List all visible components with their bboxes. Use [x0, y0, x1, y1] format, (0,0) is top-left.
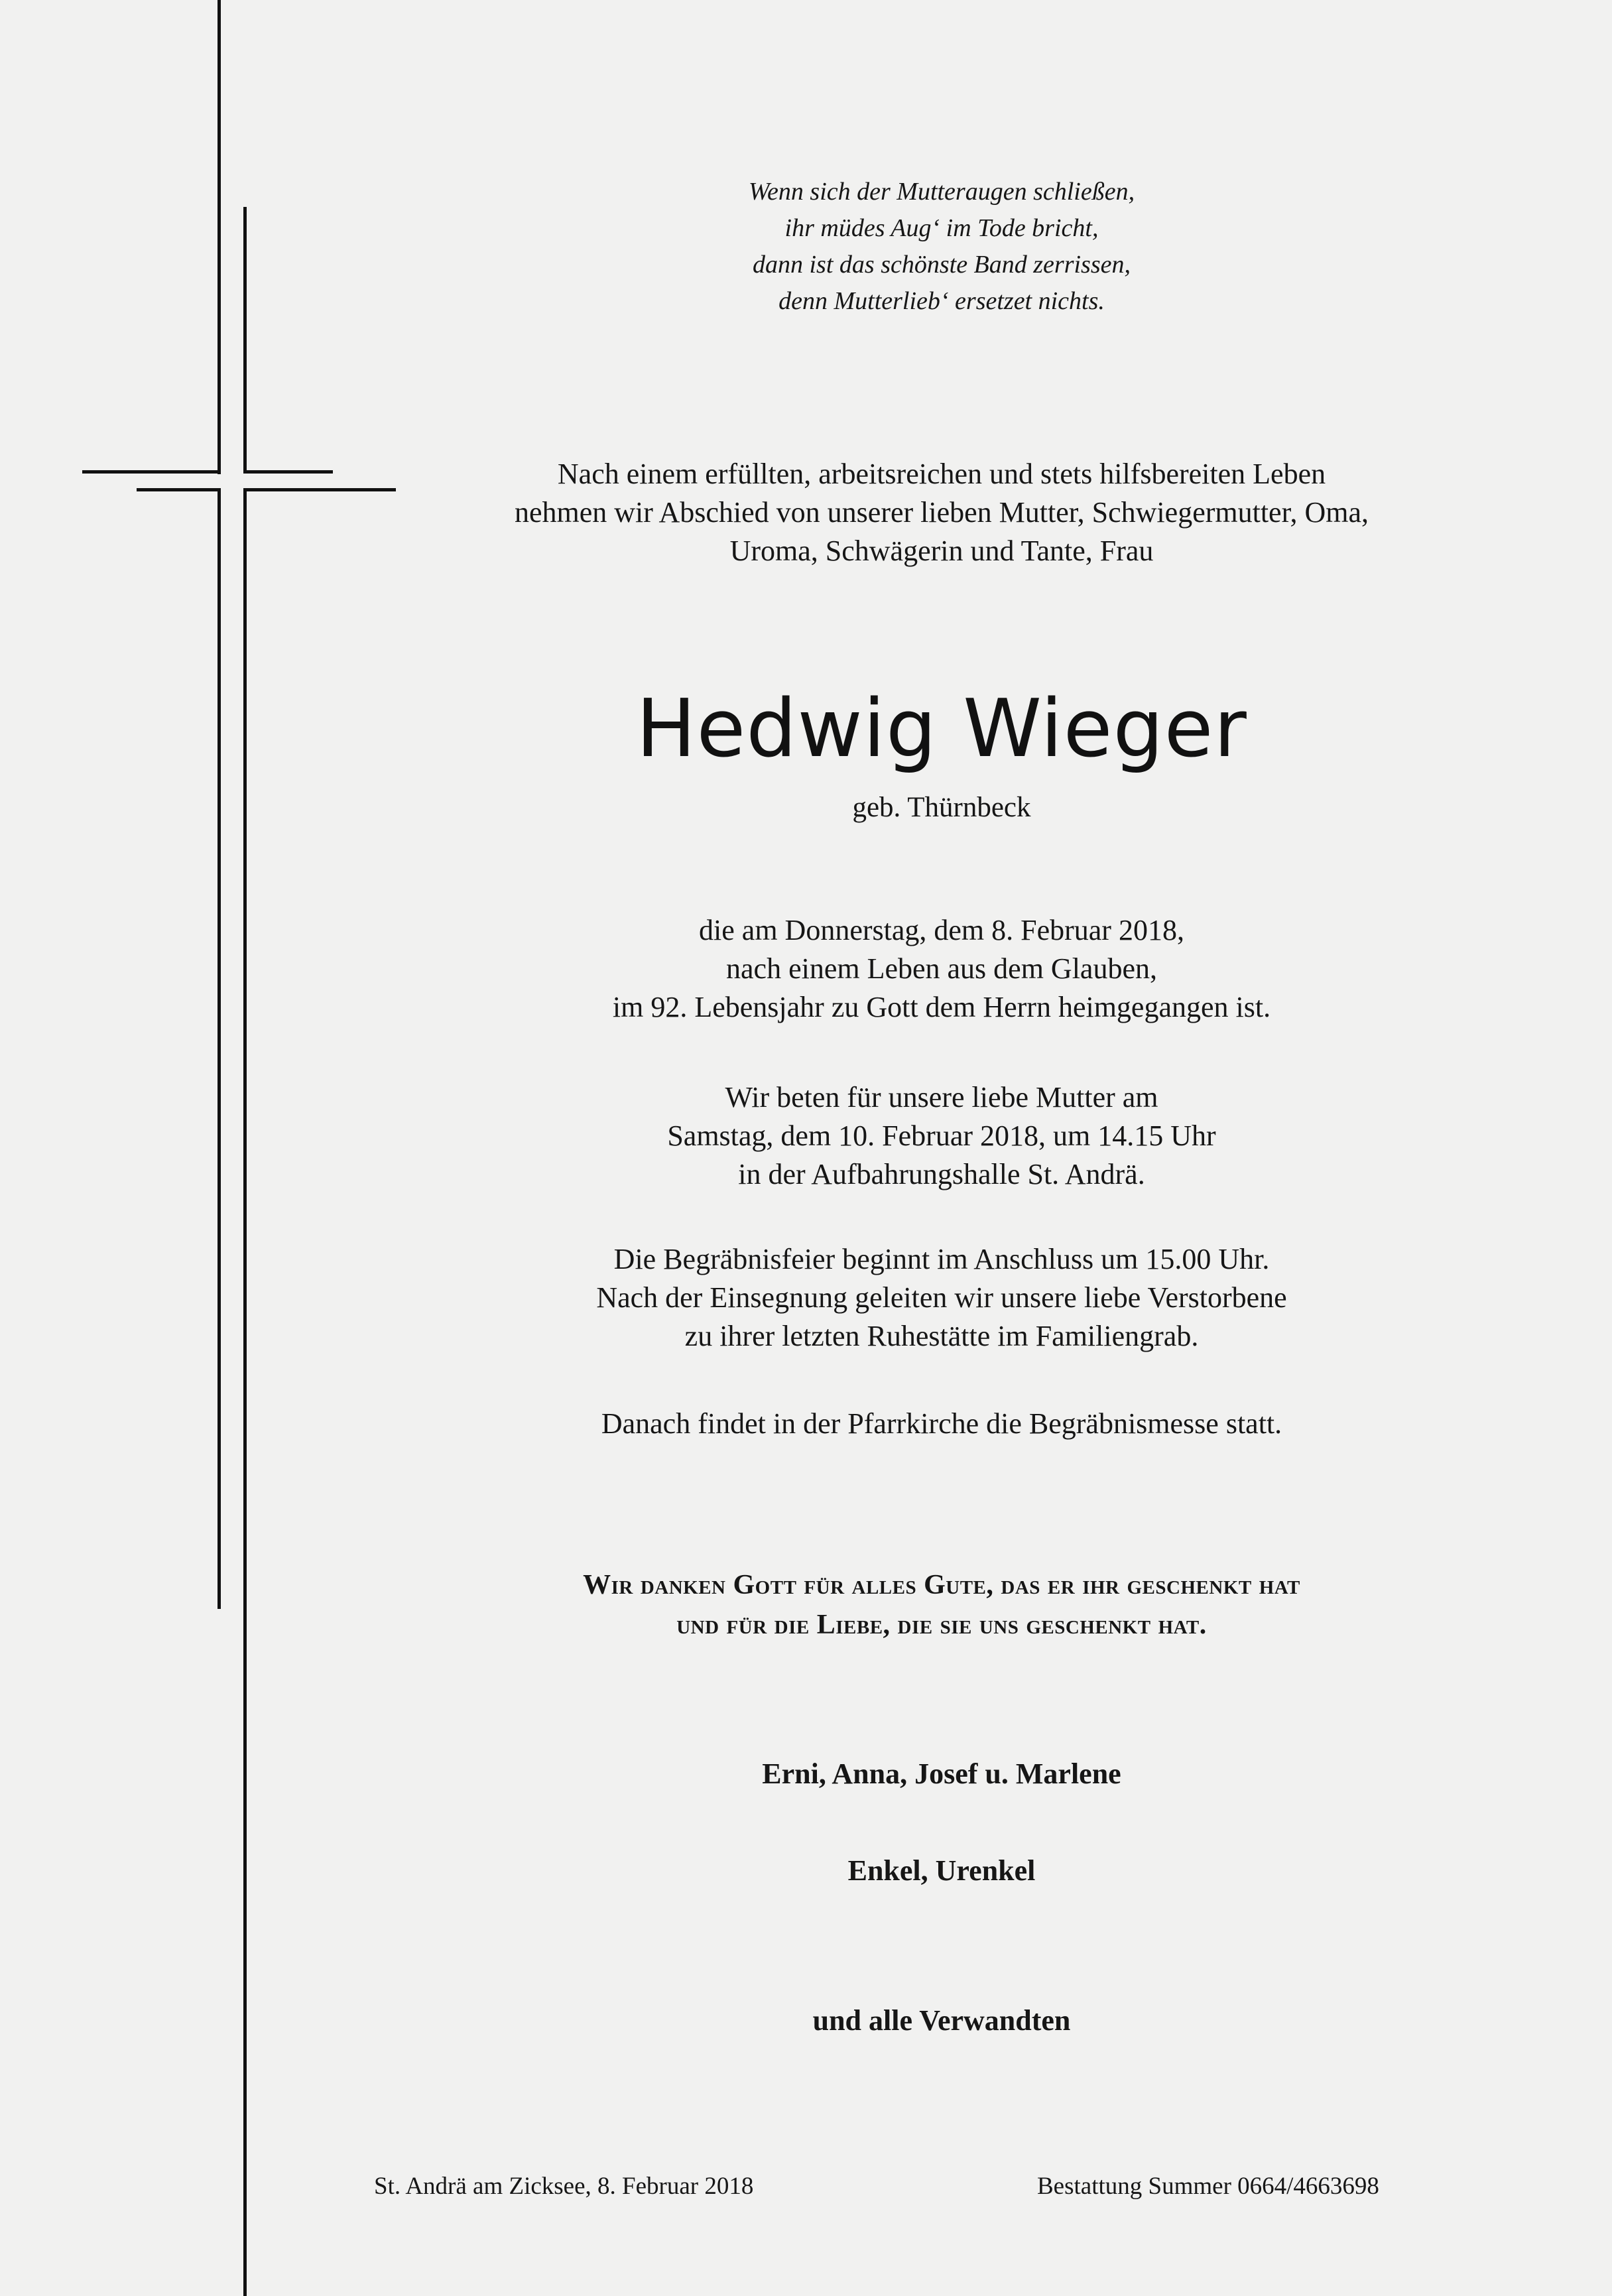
- paragraph-line: Die Begräbnisfeier beginnt im Anschluss um 15.00 Uhr.: [613, 1243, 1270, 1275]
- intro-line: nehmen wir Abschied von unserer lieben Mutter, Schwiegermutter, Oma,: [514, 496, 1369, 529]
- poem-line: dann ist das schönste Band zerrissen,: [753, 251, 1131, 279]
- intro-line: Nach einem erfüllten, arbeitsreichen und stets hilfsbereiten Leben: [557, 458, 1326, 490]
- mourners-relatives: und alle Verwandten: [812, 2004, 1071, 2037]
- mourners-children: Erni, Anna, Josef u. Marlene: [762, 1757, 1121, 1790]
- mourners-grandchildren: Enkel, Urenkel: [847, 1854, 1036, 1887]
- paragraph-line: im 92. Lebensjahr zu Gott dem Herrn heimgegangen ist.: [612, 991, 1271, 1023]
- paragraph-line: in der Aufbahrungshalle St. Andrä.: [738, 1158, 1145, 1190]
- poem-line: Wenn sich der Mutteraugen schließen,: [748, 178, 1135, 206]
- prayer-paragraph: [371, 1078, 1512, 1194]
- footer-undertaker: Bestattung Summer 0664/4663698: [1037, 2173, 1379, 2200]
- poem-line: ihr müdes Aug‘ im Tode bricht,: [784, 214, 1099, 242]
- paragraph-line: zu ihrer letzten Ruhestätte im Familiengrab.: [684, 1320, 1199, 1352]
- thanks-statement: [371, 1565, 1512, 1645]
- paragraph-line: Nach der Einsegnung geleiten wir unsere liebe Verstorbene: [596, 1281, 1287, 1314]
- paragraph-line: die am Donnerstag, dem 8. Februar 2018,: [699, 914, 1184, 946]
- intro-line: Uroma, Schwägerin und Tante, Frau: [729, 535, 1154, 567]
- paragraph-line: Wir beten für unsere liebe Mutter am: [725, 1081, 1158, 1114]
- poem-line: denn Mutterlieb‘ ersetzet nichts.: [778, 287, 1105, 315]
- maiden-name: geb. Thürnbeck: [852, 792, 1031, 823]
- paragraph-line: Danach findet in der Pfarrkirche die Begräbnismesse statt.: [601, 1407, 1282, 1440]
- thanks-line: Wir danken Gott für alles Gute, das er ihr geschenkt hat: [583, 1570, 1300, 1600]
- funeral-paragraph: [371, 1240, 1512, 1356]
- deceased-name: Hedwig Wieger: [636, 683, 1247, 775]
- poem: [371, 174, 1512, 320]
- paragraph-line: nach einem Leben aus dem Glauben,: [726, 952, 1157, 985]
- intro-text: [371, 455, 1512, 570]
- mass-paragraph: [371, 1405, 1512, 1443]
- footer-place-date: St. Andrä am Zicksee, 8. Februar 2018: [374, 2173, 754, 2200]
- thanks-line: und für die Liebe, die sie uns geschenkt hat.: [676, 1610, 1207, 1640]
- paragraph-line: Samstag, dem 10. Februar 2018, um 14.15 Uhr: [667, 1119, 1216, 1152]
- death-paragraph: [371, 911, 1512, 1027]
